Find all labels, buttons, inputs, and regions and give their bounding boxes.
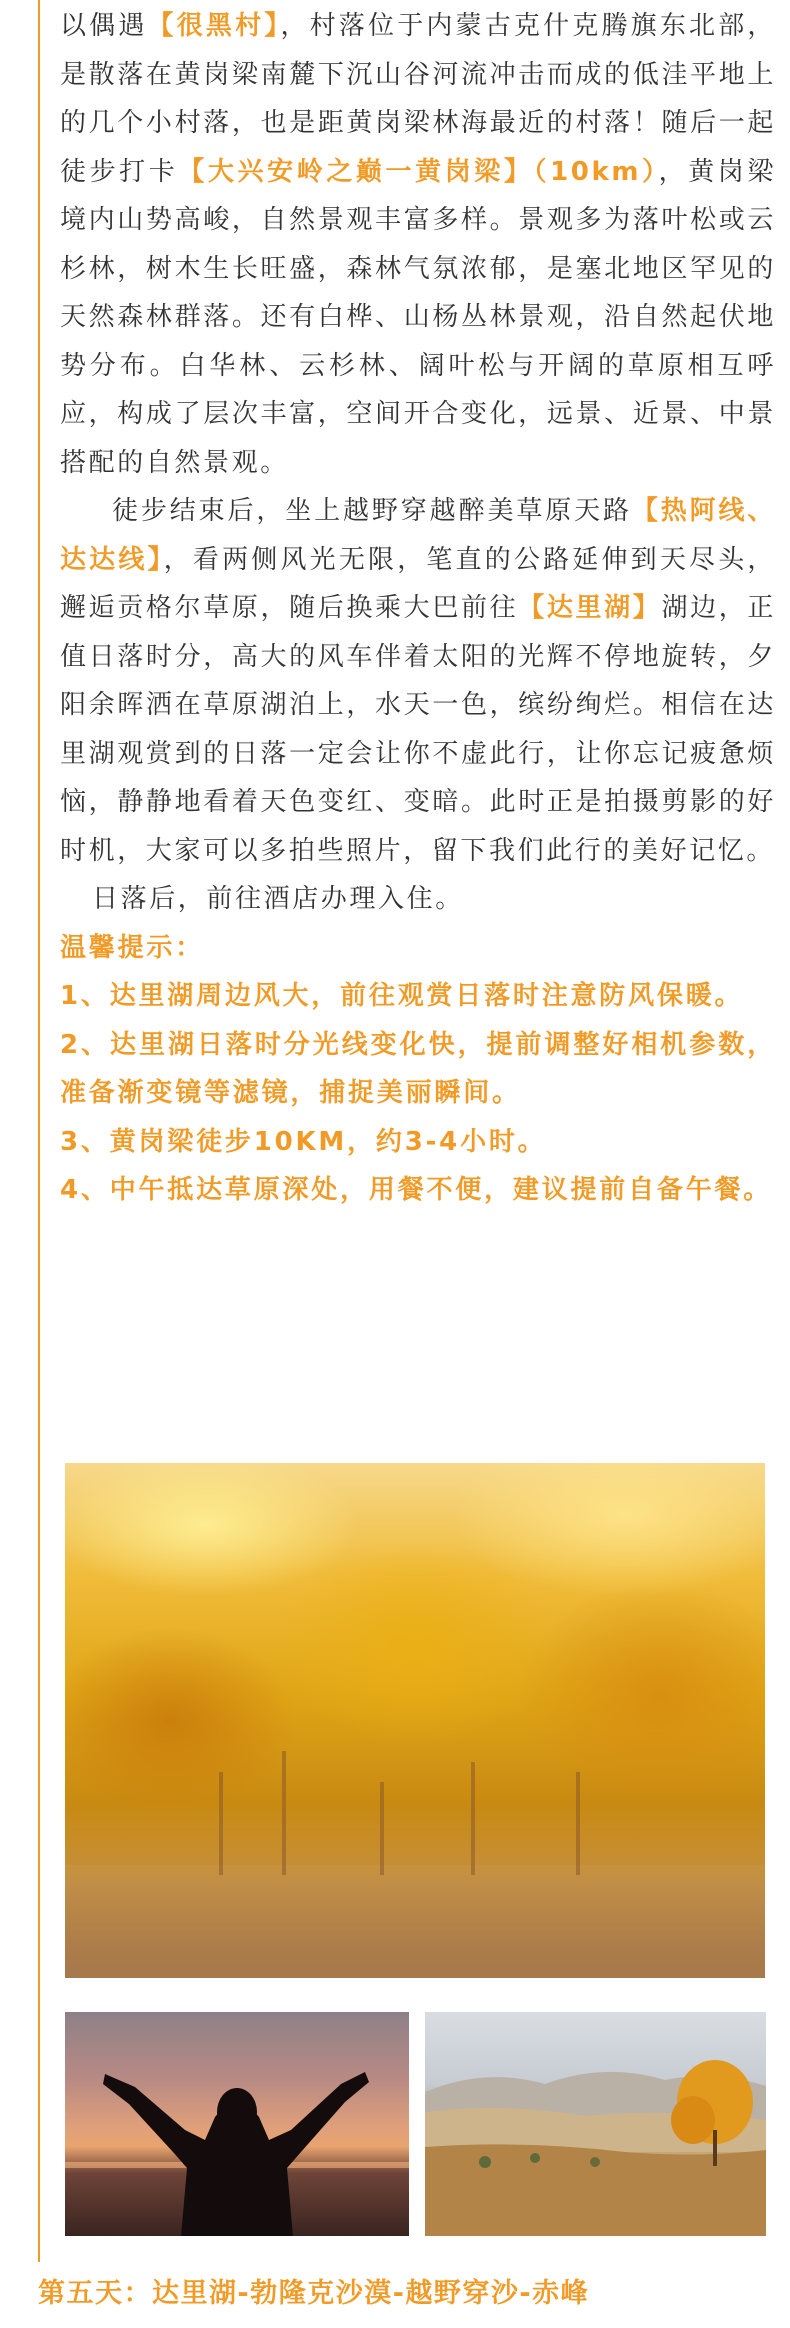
text-run: ，村落位于内蒙古克什克腾旗东北部，是散落在黄岗梁南麓下沉山谷河流冲击而成的低洼平地上的几个小村落，也是距黄岗梁林海最近的村落！随后一起徒步打卡	[60, 11, 776, 187]
text-run: 以偶遇	[60, 11, 148, 41]
forest-ground	[65, 1865, 765, 1978]
tree-trunk	[576, 1772, 580, 1875]
tree-trunk	[471, 1762, 475, 1875]
text-run: 湖边，正值日落时分，高大的风车伴着太阳的光辉不停地旋转，夕阳余晖洒在草原湖泊上，水天一色，缤纷绚烂。相信在达里湖观赏到的日落一定会让你不虚此行，让你忘记疲惫烦恼，静静地看着天色变红、变暗。此时正是拍摄剪影的好时机，大家可以多拍些照片，留下我们此行的美好记忆。	[60, 593, 776, 866]
paragraph-village	[60, 2, 776, 487]
paragraph-hotel: 日落后，前往酒店办理入住。	[92, 884, 464, 914]
tree-trunk	[380, 1782, 384, 1875]
highlight-henhei-village: 【很黑村】	[147, 11, 281, 41]
text-run: ，黄岗梁境内山势高峻，自然景观丰富多样。景观多为落叶松或云杉林，树木生长旺盛，森林气氛浓郁，是塞北地区罕见的天然森林群落。还有白桦、山杨丛林景观，沿自然起伏地势分布。白华林、云杉林、阔叶松与开阔的草原相互呼应，构成了层次丰富，空间开合变化，远景、近景、中景搭配的自然景观。	[60, 156, 776, 478]
landscape-scene	[425, 2012, 766, 2236]
autumn-forest-photo	[65, 1463, 765, 1978]
tip-item: 1、达里湖周边风大，前往观赏日落时注意防风保暖。	[60, 981, 744, 1011]
tips-section	[60, 924, 776, 1215]
text-run: 徒步结束后，坐上越野穿越醉美草原天路	[112, 496, 632, 526]
tree-trunk	[219, 1772, 223, 1875]
silhouette-figure	[65, 2012, 409, 2236]
tree-trunk	[282, 1751, 286, 1875]
timeline-line	[38, 0, 40, 2262]
tips-heading: 温馨提示：	[60, 932, 205, 963]
tip-item: 4、中午抵达草原深处，用餐不便，建议提前自备午餐。	[60, 1175, 773, 1205]
tip-item: 2、达里湖日落时分光线变化快，提前调整好相机参数，准备渐变镜等滤镜，捕捉美丽瞬间。	[60, 1029, 776, 1108]
grassland-landscape-photo	[425, 2012, 766, 2236]
highlight-dali-lake: 【达里湖】	[518, 593, 662, 623]
text-run: ，看两侧风光无限，笔直的公路延伸到天尽头，邂逅贡格尔草原，随后换乘大巴前往	[60, 544, 776, 623]
day-five-title: 第五天：达里湖-勃隆克沙漠-越野穿沙-赤峰	[38, 2278, 590, 2309]
tip-item: 3、黄岗梁徒步10KM，约3-4小时。	[60, 1126, 547, 1157]
sunset-silhouette-photo	[65, 2012, 409, 2236]
highlight-grassland-road: 【热阿线、达达线】	[60, 496, 776, 575]
paragraph-dali-lake	[60, 487, 776, 875]
article-body	[60, 2, 776, 1215]
highlight-huanggangliang: 【大兴安岭之巅一黄岗梁】（10km）	[178, 156, 659, 187]
